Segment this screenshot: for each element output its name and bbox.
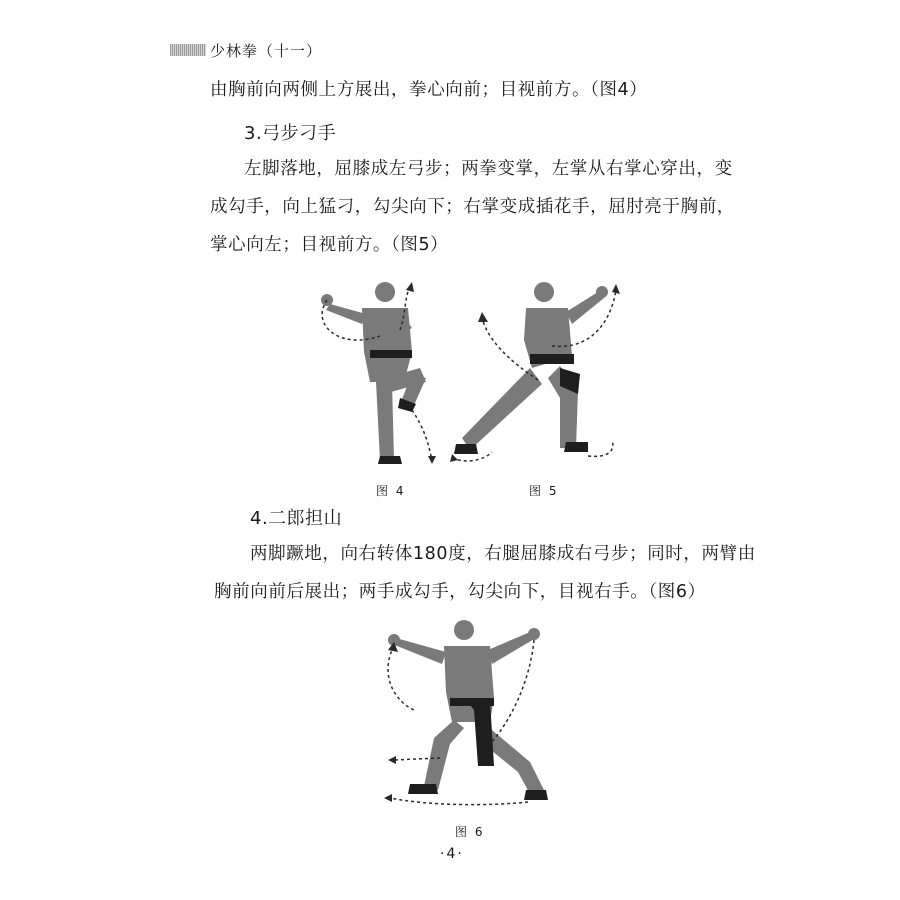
running-header bbox=[170, 40, 322, 60]
section-heading-3: 3.弓步刁手 bbox=[244, 123, 337, 144]
figure-6-caption: 图 6 bbox=[455, 825, 485, 839]
section3-line-2: 成勾手，向上猛刁，勾尖向下；右掌变成插花手，屈肘亮于胸前， bbox=[210, 197, 735, 217]
section3-line-1: 左脚落地，屈膝成左弓步；两拳变掌，左掌从右掌心穿出，变 bbox=[244, 159, 733, 179]
section-heading-4: 4.二郎担山 bbox=[250, 508, 343, 529]
section3-line-3: 掌心向左；目视前方。（图5） bbox=[210, 235, 449, 255]
figure-4-photo bbox=[300, 270, 450, 470]
figure-5-photo bbox=[448, 270, 628, 470]
figure-6-photo bbox=[380, 612, 560, 812]
section4-line-1: 两脚蹶地，向右转体180度，右腿屈膝成右弓步；同时，两臂由 bbox=[250, 544, 756, 564]
figure-4-caption: 图 4 bbox=[376, 484, 406, 498]
paragraph-continuation-line: 由胸前向两侧上方展出，拳心向前；目视前方。（图4） bbox=[210, 80, 648, 100]
header-decoration-bar bbox=[170, 44, 206, 56]
section4-line-2: 胸前向前后展出；两手成勾手，勾尖向下，目视右手。（图6） bbox=[214, 582, 706, 602]
figure-5-caption: 图 5 bbox=[529, 484, 559, 498]
page-number: ·4· bbox=[440, 846, 464, 862]
header-title: 少林拳（十一） bbox=[210, 41, 323, 60]
